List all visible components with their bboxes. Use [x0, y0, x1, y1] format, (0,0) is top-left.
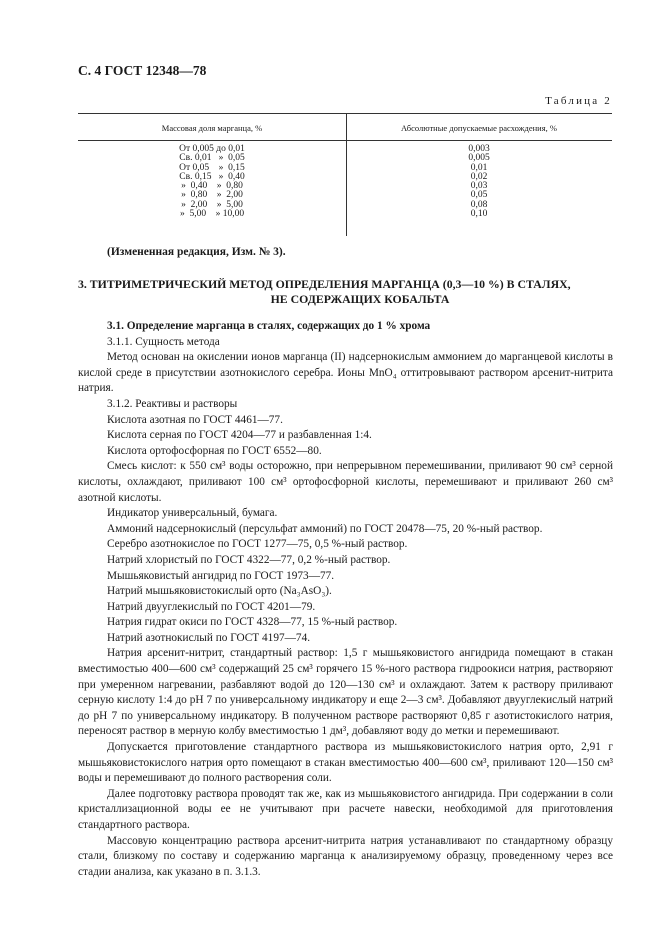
section-heading-line-2: НЕ СОДЕРЖАЩИХ КОБАЛЬТА [270, 292, 450, 306]
reagent-item: Натрий двууглекислый по ГОСТ 4201—79. [107, 600, 316, 613]
reagent-item: Натрий мышьяковистокислый орто (Na₃AsO₃). [107, 585, 332, 598]
paragraph: Допускается приготовление стандартного раствора из мышьяковистокислого натрия орто, 2,91 г мышьяковистокислого натрия орто помещают в стакан вместимостью 400—600 см³, приливают 120—150 см³ воды и перемешивают до полного растворения соли. [78, 741, 613, 785]
paragraph: Метод основан на окислении ионов марганца (II) надсернокислым аммонием до марганцевой кислоты в кислой среде в присутствии азотнокислого серебра. Ионы MnO₄ оттитровывают раствором арсенит-нитрита натрия. [78, 351, 613, 395]
section-heading-line-1: 3. ТИТРИМЕТРИЧЕСКИЙ МЕТОД ОПРЕДЕЛЕНИЯ МАРГАНЦА (0,3—10 %) В СТАЛЯХ, [78, 277, 571, 291]
data-table [78, 113, 612, 237]
table-row-value: 0,003 [468, 144, 490, 154]
reagent-item: Натрий хлористый по ГОСТ 4322—77, 0,2 %-ный раствор. [107, 553, 391, 566]
table-row-range: » 2,00 » 5,00 [181, 199, 243, 210]
reagent-item: Серебро азотнокислое по ГОСТ 1277—75, 0,5 %-ный раствор. [107, 538, 408, 551]
clause-heading: 3.1.1. Сущность метода [107, 335, 220, 348]
table-top-rule [78, 113, 612, 114]
reagent-item: Аммоний надсернокислый (персульфат аммоний) по ГОСТ 20478—75, 20 %-ный раствор. [107, 522, 543, 535]
table-row-value: 0,02 [470, 171, 488, 182]
reagent-item: Натрия гидрат окиси по ГОСТ 4328—77, 15 %-ный раствор. [107, 616, 398, 629]
paragraph: Далее подготовку раствора проводят так же, как из мышьяковистого ангидрида. При содержании в соли кристаллизационной воды ее не учитывают при расчете навески, необходимой для приготовления стандартного раствора. [78, 787, 613, 831]
paragraph: Смесь кислот: к 550 см³ воды осторожно, при непрерывном перемешивании, приливают 90 см³ серной кислоты, охлаждают, приливают 100 см³ ортофосфорной кислоты, перемешивают и приливают 260 см³ азотной кислоты. [78, 460, 613, 504]
table-row-range: » 0,40 » 0,80 [181, 181, 243, 192]
table-row-value: 0,08 [470, 199, 488, 210]
table-row-range: » 0,80 » 2,00 [181, 190, 243, 201]
column-header-mass-fraction: Массовая доля марганца, % [161, 123, 263, 133]
paragraph: Натрия арсенит-нитрит, стандартный раствор: 1,5 г мышьяковистого ангидрида помещают в стакан вместимостью 400—600 см³ содержащий 25 см³ горячего 15 %-ного раствора гидроокиси натрия, растворяют при умеренном нагревании, разбавляют водой до 120—130 см³ и охлаждают. Затем к раствору приливают серную кислоту 1:4 до pH 7 по универсальному индикатору и еще 2—3 см³. Добавляют двууглекислый натрий до pH 7 по универсальному индикатору. В полученном растворе растворяют 0,85 г азотистокислого натрия, переносят раствор в мерную колбу вместимостью 1 дм³, добавляют воду до метки и перемешивают. [78, 647, 613, 738]
table-row-range: Св. 0,01 » 0,05 [179, 153, 245, 164]
table-row-range: » 5,00 » 10,00 [179, 209, 245, 220]
column-ranges [78, 145, 346, 219]
reagent-item: Кислота азотная по ГОСТ 4461—77. [107, 413, 283, 426]
subsection-title: 3.1. Определение марганца в сталях, содержащих до 1 % хрома [107, 320, 431, 332]
body-text [78, 319, 613, 880]
table-row-range: Св. 0,15 » 0,40 [179, 171, 245, 182]
table-row-range: От 0,005 до 0,01 [179, 144, 245, 154]
table-row-value: 0,005 [468, 153, 490, 164]
column-values [346, 145, 612, 219]
table-row-value: 0,01 [470, 162, 488, 173]
table-row-value: 0,10 [470, 209, 488, 220]
table-row-value: 0,05 [470, 190, 488, 201]
table-header-rule [78, 140, 612, 141]
table-row-range: От 0,05 » 0,15 [179, 162, 245, 173]
reagent-item: Натрий азотнокислый по ГОСТ 4197—74. [107, 631, 311, 644]
column-header-tolerance: Абсолютные допускаемые расхождения, % [401, 123, 557, 133]
reagent-item: Кислота ортофосфорная по ГОСТ 6552—80. [107, 444, 322, 457]
reagent-item: Кислота серная по ГОСТ 4204—77 и разбавленная 1:4. [107, 429, 372, 442]
paragraph: Массовую концентрацию раствора арсенит-нитрита натрия устанавливают по стандартному образцу стали, близкому по составу и содержанию марганца к анализируемому образцу, проведенному через все стадии анализа, как указано в п. 3.1.3. [78, 834, 613, 878]
revision-note: (Измененная редакция, Изм. № 3). [107, 246, 286, 258]
page-header: С. 4 ГОСТ 12348—78 [78, 63, 207, 78]
reagent-item: Мышьяковистый ангидрид по ГОСТ 1973—77. [107, 569, 335, 582]
section-heading [78, 277, 612, 307]
clause-heading: 3.1.2. Реактивы и растворы [107, 397, 238, 410]
table-caption: Таблица 2 [545, 95, 612, 107]
reagent-item: Индикатор универсальный, бумага. [107, 507, 278, 520]
table-row-value: 0,03 [470, 181, 488, 192]
